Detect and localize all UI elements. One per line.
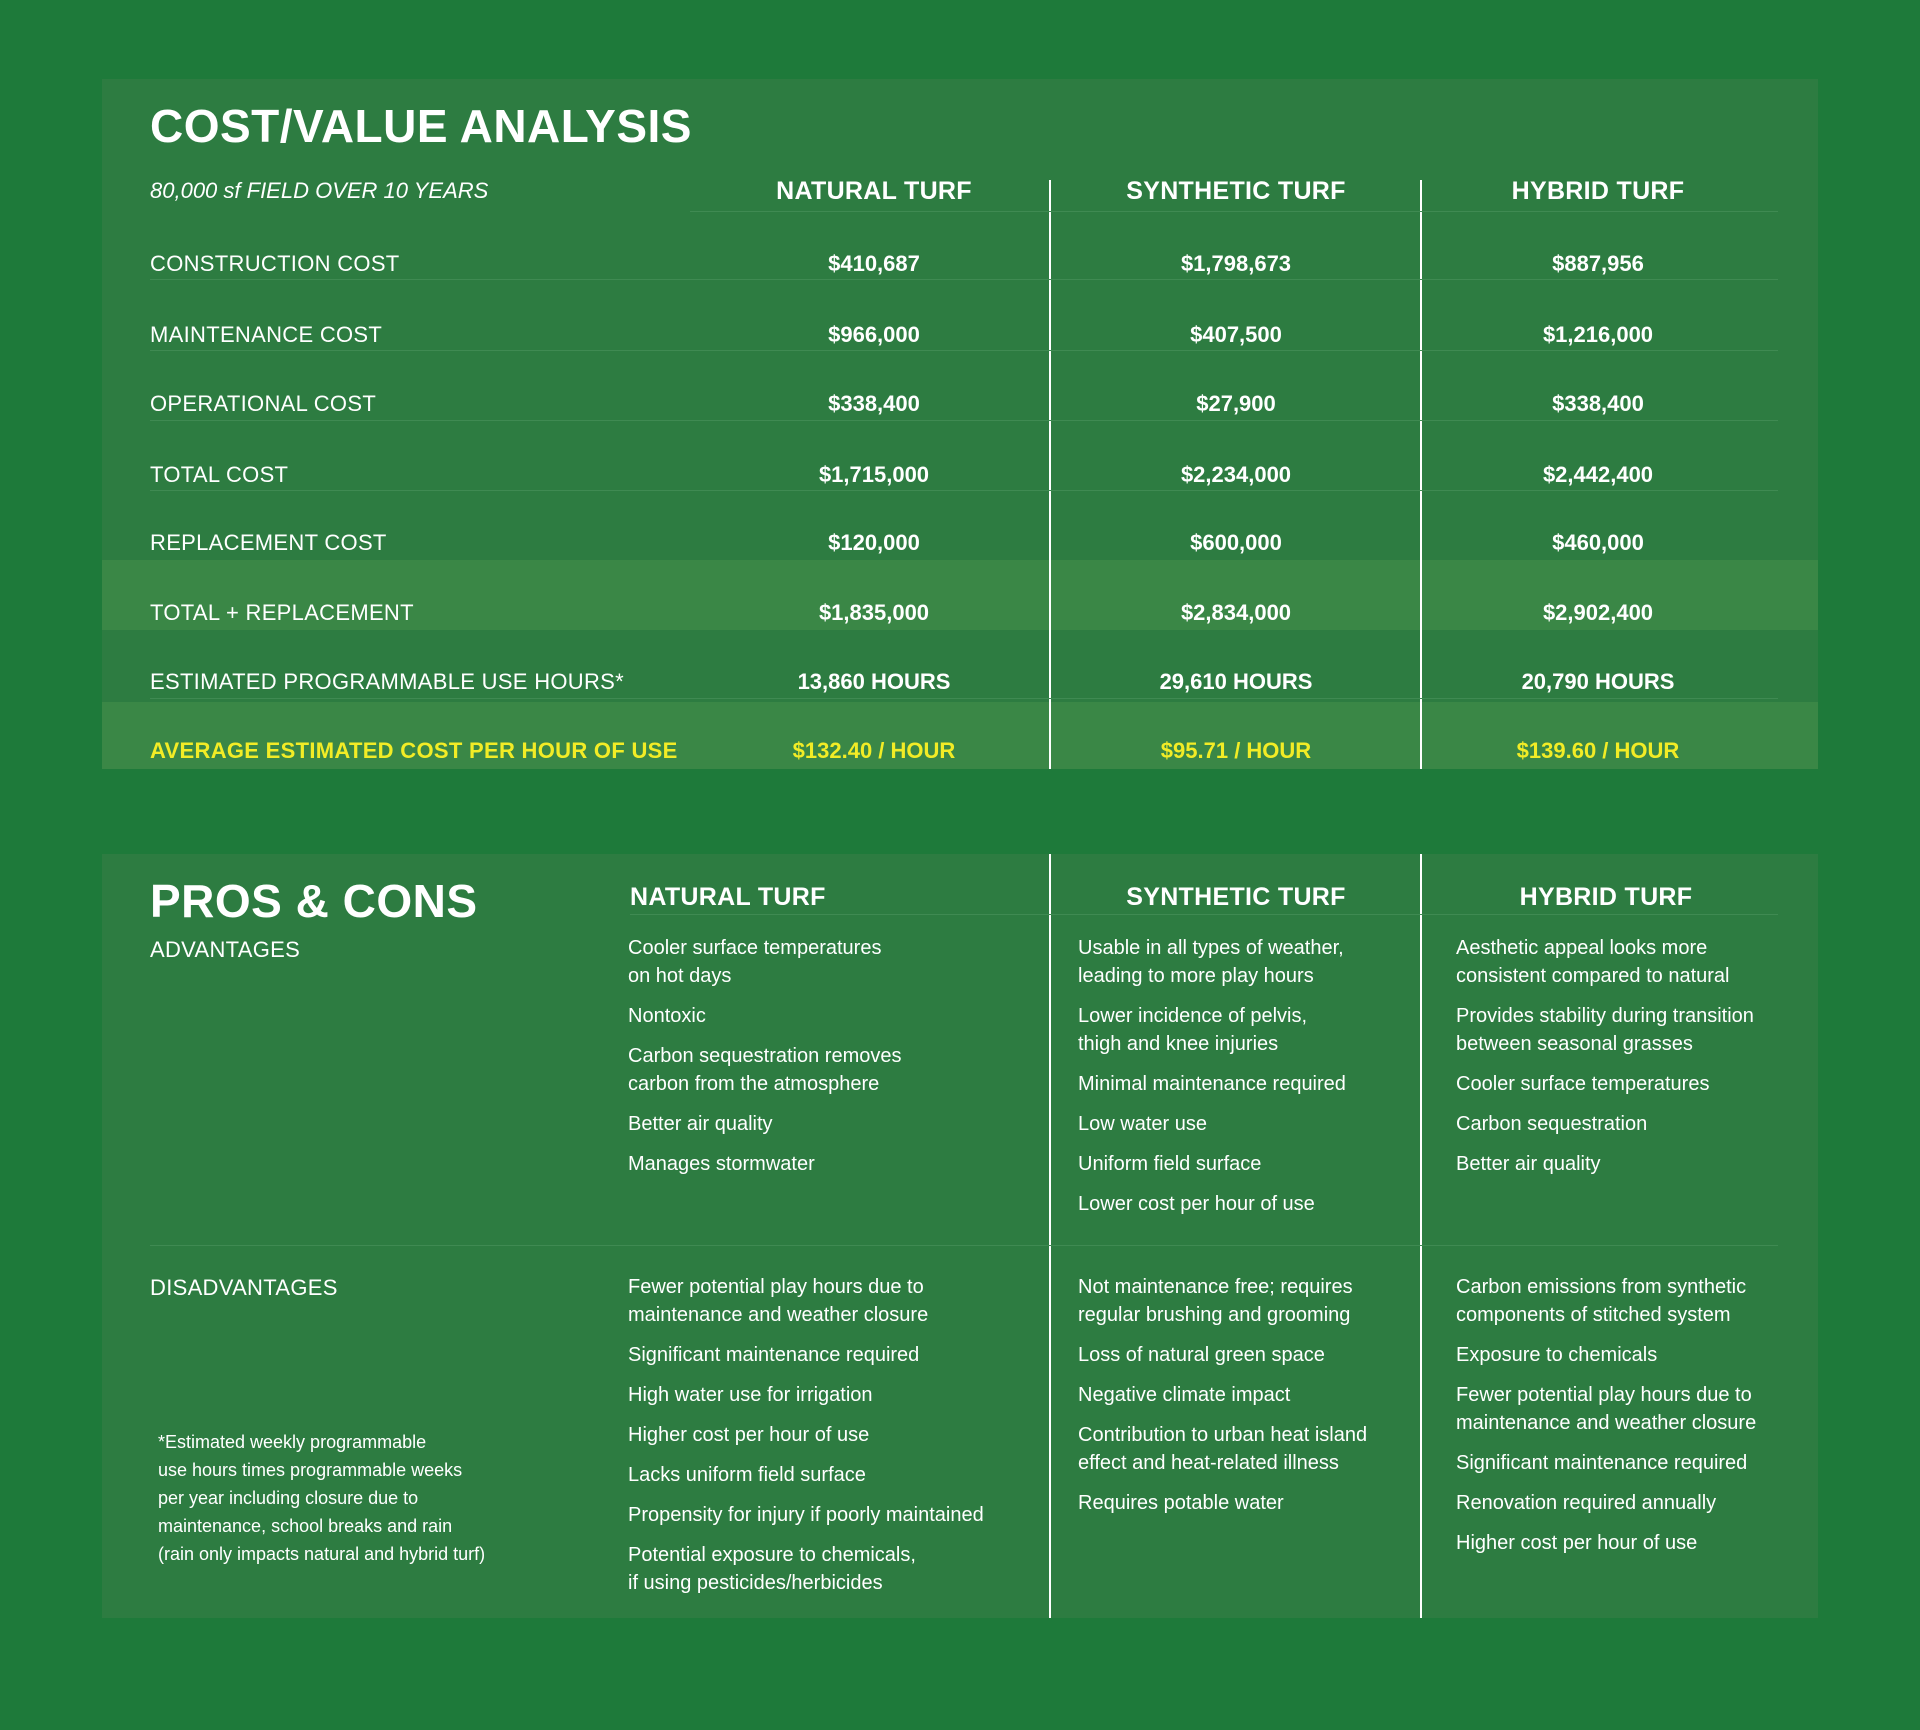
pros-cons-title: PROS & CONS <box>150 875 478 927</box>
use-hours-hybrid: 20,790 HOURS <box>1521 669 1675 694</box>
table-row <box>102 662 1818 702</box>
cost-analysis-subtitle: 80,000 sf FIELD OVER 10 YEARS <box>150 178 489 203</box>
list-item: Higher cost per hour of use <box>628 1424 870 1446</box>
replacement-cost-hybrid: $460,000 <box>1552 530 1644 555</box>
list-item: Provides stability during transition between seasonal grasses <box>1456 1005 1754 1055</box>
use-hours-footnote: *Estimated weekly programmable use hours times programmable weeks per year including closure due to maintenance, school breaks and rain (rain only impacts natural and hybrid turf) <box>158 1432 486 1564</box>
list-item: Minimal maintenance required <box>1078 1073 1346 1095</box>
section-divider <box>150 1245 1778 1246</box>
pros-column-divider <box>1420 854 1422 1618</box>
list-item: High water use for irrigation <box>628 1384 873 1406</box>
operational-cost-hybrid: $338,400 <box>1552 391 1644 416</box>
list-item: Carbon sequestration removes carbon from the atmosphere <box>628 1045 902 1095</box>
list-item: Negative climate impact <box>1078 1384 1291 1406</box>
header-divider <box>630 914 1778 915</box>
list-item: Carbon emissions from synthetic components of stitched system <box>1456 1276 1747 1326</box>
list-item: Carbon sequestration <box>1456 1113 1648 1135</box>
row-label-cost-per-hour: AVERAGE ESTIMATED COST PER HOUR OF USE <box>150 738 678 763</box>
table-row <box>102 315 1818 355</box>
list-item: Better air quality <box>1456 1153 1601 1175</box>
list-item: Nontoxic <box>628 1005 706 1027</box>
table-row <box>102 523 1818 563</box>
list-item: Loss of natural green space <box>1078 1344 1325 1366</box>
table-row <box>102 244 1818 284</box>
advantages-label: ADVANTAGES <box>150 937 301 962</box>
cost-analysis-title: COST/VALUE ANALYSIS <box>150 100 692 152</box>
table-row <box>102 384 1818 424</box>
list-item: Uniform field surface <box>1078 1153 1262 1175</box>
list-item: Usable in all types of weather, leading to more play hours <box>1078 937 1344 987</box>
list-item: Exposure to chemicals <box>1456 1344 1658 1366</box>
maintenance-cost-synthetic: $407,500 <box>1190 322 1282 347</box>
cost-col-synthetic-turf: SYNTHETIC TURF <box>1126 177 1346 205</box>
maintenance-cost-natural: $966,000 <box>828 322 920 347</box>
total-replacement-hybrid: $2,902,400 <box>1542 600 1654 625</box>
list-item: Renovation required annually <box>1456 1492 1717 1514</box>
replacement-cost-synthetic: $600,000 <box>1190 530 1282 555</box>
maintenance-cost-hybrid: $1,216,000 <box>1542 322 1654 347</box>
total-cost-synthetic: $2,234,000 <box>1180 462 1292 487</box>
total-replacement-synthetic: $2,834,000 <box>1180 600 1292 625</box>
total-replacement-natural: $1,835,000 <box>818 600 930 625</box>
total-cost-hybrid: $2,442,400 <box>1542 462 1654 487</box>
list-item: Fewer potential play hours due to maintenance and weather closure <box>628 1276 929 1326</box>
operational-cost-synthetic: $27,900 <box>1196 391 1276 416</box>
list-item: Low water use <box>1078 1113 1207 1135</box>
pros-col-hybrid-turf: HYBRID TURF <box>1519 883 1693 911</box>
table-row <box>102 455 1818 495</box>
construction-cost-synthetic: $1,798,673 <box>1180 251 1292 276</box>
cost-per-hour-synthetic: $95.71 / HOUR <box>1160 738 1312 763</box>
list-item: Propensity for injury if poorly maintained <box>628 1504 984 1526</box>
use-hours-synthetic: 29,610 HOURS <box>1159 669 1313 694</box>
list-item: Fewer potential play hours due to maintenance and weather closure <box>1456 1384 1757 1434</box>
row-label-operational-cost: OPERATIONAL COST <box>150 391 377 416</box>
list-item: Cooler surface temperatures on hot days <box>628 937 882 987</box>
cost-per-hour-hybrid: $139.60 / HOUR <box>1516 738 1680 763</box>
list-item: Lower cost per hour of use <box>1078 1193 1315 1215</box>
row-label-replacement-cost: REPLACEMENT COST <box>150 530 387 555</box>
table-row <box>102 593 1818 633</box>
cost-per-hour-natural: $132.40 / HOUR <box>792 738 956 763</box>
list-item: Significant maintenance required <box>628 1344 920 1366</box>
replacement-cost-natural: $120,000 <box>828 530 920 555</box>
row-label-construction-cost: CONSTRUCTION COST <box>150 251 400 276</box>
list-item: Significant maintenance required <box>1456 1452 1748 1474</box>
row-label-maintenance-cost: MAINTENANCE COST <box>150 322 383 347</box>
row-label-use-hours: ESTIMATED PROGRAMMABLE USE HOURS* <box>150 669 625 694</box>
row-label-total-cost: TOTAL COST <box>150 462 289 487</box>
cost-value-analysis-panel <box>102 79 1818 769</box>
hybrid-advantages-list <box>1456 934 1816 1190</box>
list-item: Cooler surface temperatures <box>1456 1073 1710 1095</box>
pros-column-divider <box>1049 854 1051 1618</box>
use-hours-natural: 13,860 HOURS <box>797 669 951 694</box>
list-item: Lacks uniform field surface <box>628 1464 866 1486</box>
natural-disadvantages-list <box>628 1273 1038 1609</box>
pros-cons-panel <box>102 854 1818 1618</box>
construction-cost-hybrid: $887,956 <box>1552 251 1644 276</box>
disadvantages-label: DISADVANTAGES <box>150 1275 338 1300</box>
cost-col-natural-turf: NATURAL TURF <box>776 177 972 205</box>
list-item: Better air quality <box>628 1113 773 1135</box>
construction-cost-natural: $410,687 <box>828 251 920 276</box>
list-item: Not maintenance free; requires regular brushing and grooming <box>1078 1276 1353 1326</box>
natural-advantages-list <box>628 934 1038 1190</box>
list-item: Lower incidence of pelvis, thigh and knee injuries <box>1078 1005 1308 1055</box>
hybrid-disadvantages-list <box>1456 1273 1816 1569</box>
list-item: Manages stormwater <box>628 1153 815 1175</box>
table-row <box>102 731 1818 771</box>
list-item: Higher cost per hour of use <box>1456 1532 1698 1554</box>
row-divider <box>690 211 1778 212</box>
list-item: Requires potable water <box>1078 1492 1284 1514</box>
cost-col-hybrid-turf: HYBRID TURF <box>1511 177 1685 205</box>
total-cost-natural: $1,715,000 <box>818 462 930 487</box>
list-item: Potential exposure to chemicals, if using pesticides/herbicides <box>628 1544 916 1594</box>
pros-col-synthetic-turf: SYNTHETIC TURF <box>1126 883 1346 911</box>
operational-cost-natural: $338,400 <box>828 391 920 416</box>
list-item: Aesthetic appeal looks more consistent compared to natural <box>1456 937 1730 987</box>
list-item: Contribution to urban heat island effect and heat-related illness <box>1078 1424 1368 1474</box>
row-label-total-plus-replacement: TOTAL + REPLACEMENT <box>150 600 414 625</box>
synthetic-advantages-list <box>1078 934 1413 1230</box>
pros-col-natural-turf: NATURAL TURF <box>630 883 826 911</box>
synthetic-disadvantages-list <box>1078 1273 1413 1529</box>
